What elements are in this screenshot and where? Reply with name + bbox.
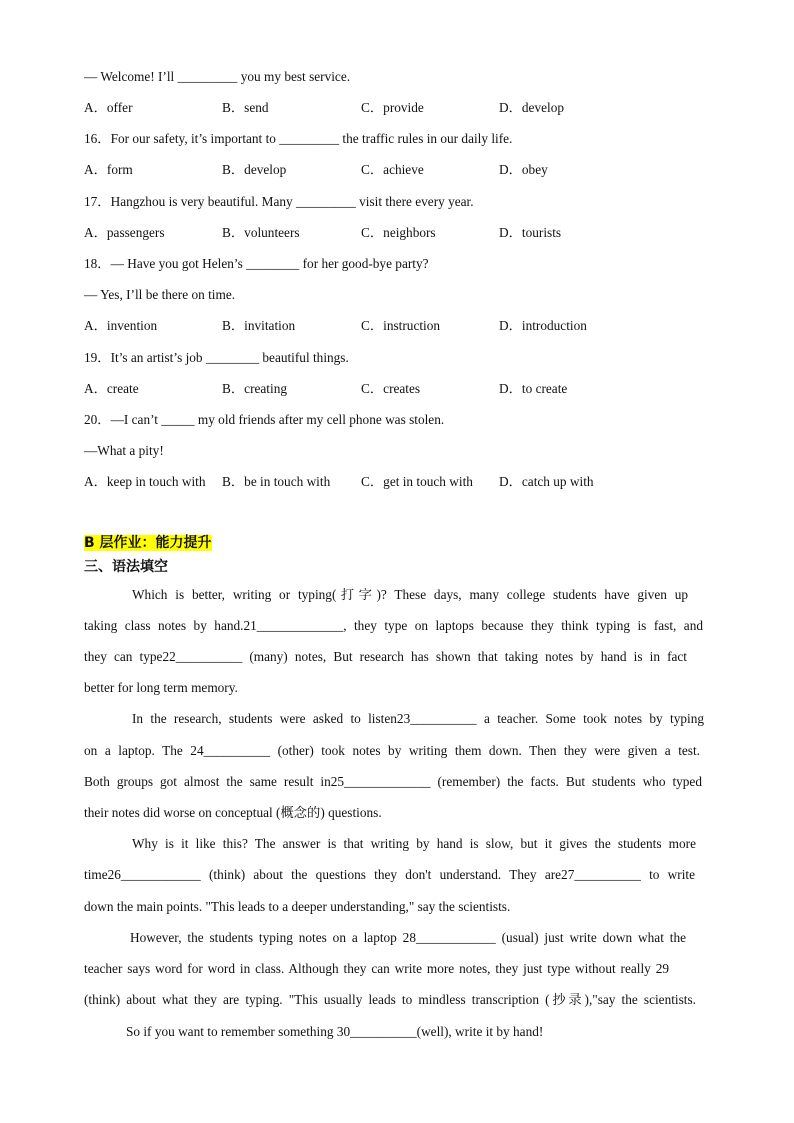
- q17-option-b: B．volunteers: [222, 225, 300, 240]
- q18-option-a: A．invention: [84, 318, 158, 333]
- passage-p4-line-3: (think) about what they are typing. "This usually leads to mindless transcription (抄录),"say the scientists.: [84, 992, 696, 1007]
- passage-p1-line-3: they can type22__________ (many) notes, But research has shown that taking notes by hand is in fact: [84, 649, 687, 664]
- passage-p3-line-2: time26____________ (think) about the questions they don't understand. They are27__________ to write: [84, 867, 695, 882]
- q17-option-d: D．tourists: [499, 225, 562, 240]
- section-b-label-row: [84, 535, 212, 551]
- q18-reply: — Yes, I’ll be there on time.: [84, 287, 236, 302]
- q16-option-a: A．form: [84, 162, 133, 177]
- q20-option-b: B．be in touch with: [222, 474, 331, 489]
- passage-p3-line-1: Why is it like this? The answer is that writing by hand is slow, but it gives the students more: [132, 836, 696, 851]
- q19-option-a: A．create: [84, 381, 139, 396]
- passage-p2-line-1: In the research, students were asked to listen23__________ a teacher. Some took notes by typing: [132, 711, 704, 726]
- section-title: 三、语法填空: [84, 559, 168, 575]
- q16-option-d: D．obey: [499, 162, 548, 177]
- q15-option-b: B．send: [222, 100, 269, 115]
- q18-option-d: D．introduction: [499, 318, 587, 333]
- q17-option-a: A．passengers: [84, 225, 165, 240]
- q19-stem: 19．It’s an artist’s job ________ beautiful things.: [84, 350, 349, 365]
- q20-option-d: D．catch up with: [499, 474, 594, 489]
- passage-p4-line-1: However, the students typing notes on a laptop 28____________ (usual) just write down what the: [130, 930, 686, 945]
- section-b-label: B 层作业：能力提升: [84, 535, 212, 551]
- q17-option-c: C．neighbors: [361, 225, 436, 240]
- q18-option-c: C．instruction: [361, 318, 441, 333]
- q20-reply: —What a pity!: [84, 443, 164, 458]
- q19-option-b: B．creating: [222, 381, 287, 396]
- passage-p5-line-1: So if you want to remember something 30__________(well), write it by hand!: [126, 1024, 544, 1039]
- q16-option-c: C．achieve: [361, 162, 424, 177]
- passage-p2-line-2: on a laptop. The 24__________ (other) took notes by writing them down. Then they were given a test.: [84, 743, 700, 758]
- q15-option-c: C．provide: [361, 100, 424, 115]
- q18-stem: 18．— Have you got Helen’s ________ for her good-bye party?: [84, 256, 429, 271]
- passage-p4-line-2: teacher says word for word in class. Although they can write more notes, they just type without really 29: [84, 961, 669, 976]
- passage-p2-line-4: their notes did worse on conceptual (概念的) questions.: [84, 805, 382, 820]
- q15-stem: — Welcome! I’ll _________ you my best service.: [84, 69, 351, 84]
- q20-option-a: A．keep in touch with: [84, 474, 206, 489]
- passage-p1-line-4: better for long term memory.: [84, 680, 238, 695]
- passage-p2-line-3: Both groups got almost the same result in25_____________ (remember) the facts. But students who typed: [84, 774, 702, 789]
- passage-p3-line-3: down the main points. "This leads to a deeper understanding," say the scientists.: [84, 899, 511, 914]
- q19-option-d: D．to create: [499, 381, 568, 396]
- q17-stem: 17．Hangzhou is very beautiful. Many _________ visit there every year.: [84, 194, 474, 209]
- q20-stem: 20．—I can’t _____ my old friends after my cell phone was stolen.: [84, 412, 445, 427]
- q19-option-c: C．creates: [361, 381, 421, 396]
- q15-option-d: D．develop: [499, 100, 564, 115]
- q16-option-b: B．develop: [222, 162, 287, 177]
- q20-option-c: C．get in touch with: [361, 474, 473, 489]
- passage-p1-line-2: taking class notes by hand.21_____________, they type on laptops because they think typing is fast, and: [84, 618, 703, 633]
- passage-p1-line-1: Which is better, writing or typing(打字)? These days, many college students have given up: [132, 587, 688, 602]
- q16-stem: 16．For our safety, it’s important to _________ the traffic rules in our daily life.: [84, 131, 513, 146]
- q15-option-a: A．offer: [84, 100, 133, 115]
- q18-option-b: B．invitation: [222, 318, 296, 333]
